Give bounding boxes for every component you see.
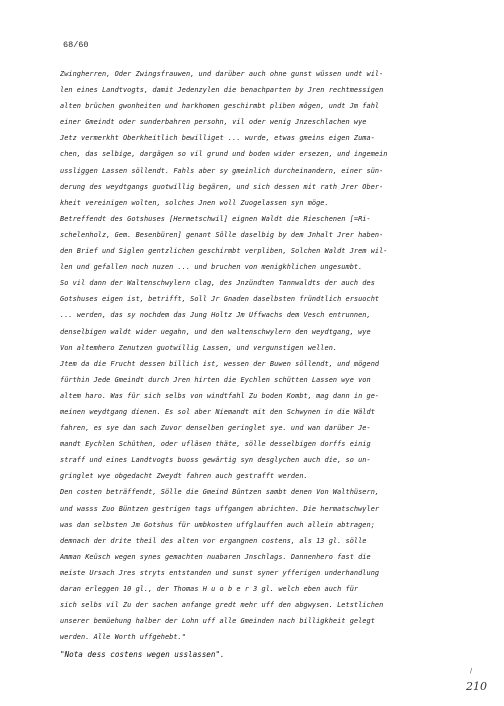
- text-line: demnach der drite theil des alten vor ergangnen costens, als 13 gl. sölle: [60, 536, 367, 545]
- text-line: werden. Alle Worth uffgehebt.": [60, 633, 186, 642]
- text-line: einer Gmeindt oder sunderbahren persohn, vil oder wenig Jnzeschlachen wye: [60, 118, 367, 127]
- text-line: len und gefallen noch nuzen ... und bruchen von menigkhlichen ungesumbt.: [60, 263, 363, 272]
- text-line: fahren, es sye dan sach Zuvor denselben geringlet sye. und wan darüber Je-: [60, 424, 371, 433]
- closing-note: "Nota dess costens wegen usslassen".: [60, 650, 225, 659]
- text-line: und wasss Zuo Büntzen gestrigen tags uffgangen abrichten. Die hermatschwyler: [60, 504, 380, 513]
- folio-number: 210: [466, 680, 487, 693]
- text-line: fürthin Jede Gmeindt durch Jren hirten die Eychlen schütten Lassen wye von: [60, 375, 371, 384]
- text-line: den Brief und Siglen gentzlichen geschirmbt verpliben, Solchen Waldt Jrem wil-: [60, 247, 388, 256]
- text-line: ussliggen Lassen söllendt. Fahls aber sy gmeinlich durcheinandern, einer sün-: [60, 166, 384, 175]
- text-line: alten brüchen gwonheiten und harkhomen geschirmbt pliben mögen, undt Jm fahl: [60, 102, 380, 111]
- text-line: meiste Ursach Jres stryts entstanden und sunst syner yfferigen underhandlung: [60, 568, 380, 577]
- page-number: 68/60: [63, 40, 89, 50]
- text-line: Betreffendt des Gotshuses [Hermetschwil] eignen Waldt die Rieschenen [=Ri-: [60, 214, 371, 223]
- text-line: Von altemhero Zenutzen guotwillig Lassen, und vergunstigen wellen.: [60, 343, 338, 352]
- text-line: Gotshuses eigen ist, betrifft, Soll Jr Gnaden daselbsten fründtlich ersuocht: [60, 295, 380, 304]
- text-line: sich selbs vil Zu der sachen anfange gredt mehr uff den abgwysen. Letstlichen: [60, 601, 384, 610]
- text-line: gringlet wye obgedacht Zweydt fahren auch gestrafft werden.: [60, 472, 308, 481]
- text-line: schelenholz, Gem. Besenbüren] genant Sölle daselbig by dem Jnhalt Jrer haben-: [60, 230, 384, 239]
- text-line: daran erleggen 10 gl., der Thomas H u o b e r 3 gl. welch eben auch für: [60, 585, 359, 593]
- text-line: Amman Keüsch wegen synes gemachten nuabaren Jnschlags. Dannenhero fast die: [60, 552, 371, 561]
- text-line: straff und eines Landtvogts buoss gewärtig syn desglychen auch die, so un-: [60, 456, 371, 465]
- text-line: So vil dann der Waltenschwylern clag, des Jnzündten Tannwaldts der auch des: [60, 279, 375, 288]
- folio-mark: /: [470, 668, 473, 675]
- text-line: Zwingherren, Oder Zwingsfrauwen, und darüber auch ohne gunst wüssen undt wil-: [60, 70, 384, 78]
- text-line: ... werden, das sy nochdem das Jung Holtz Jm Uffwachs dem Vesch entrunnen,: [60, 311, 371, 320]
- text-line: Jtem da die Frucht dessen billich ist, wessen der Buwen söllendt, und mögend: [60, 359, 380, 368]
- text-line: meinen weydtgang dienen. Es sol aber Niemandt mit den Schwynen in die Wäldt: [60, 407, 375, 416]
- text-line: len eines Landtvogts, damit Jedenzylen die benachparten by Jren rechtmessigen: [60, 86, 384, 95]
- text-line: chen, das selbige, dargägen so vil grund und boden wider ersezen, und ingemein: [60, 150, 388, 159]
- text-line: unserer bemüehung halber der Lohn uff alle Gmeinden nach billigkheit gelegt: [60, 617, 375, 626]
- text-line: kheit vereinigen wolten, solches Jnen woll Zuogelassen syn möge.: [60, 198, 329, 207]
- text-line: derung des weydtgangs guotwillig begären, und sich dessen mit rath Jrer Ober-: [60, 182, 384, 191]
- text-line: altem haro. Was für sich selbs von windtfahl Zu boden Kombt, mag dann in ge-: [60, 391, 380, 400]
- text-line: denselbigen waldt wider uegahn, und den waltenschwylern den weydtgang, wye: [60, 327, 371, 336]
- document-body: [60, 66, 480, 645]
- text-line: Jetz vermerkht Oberkheitlich bewilliget ... wurde, etwas gmeins eigen Zuma-: [60, 134, 375, 143]
- text-line: Den costen beträffendt, Sölle die Gmeind Büntzen sambt denen Von Walthüsern,: [60, 488, 380, 497]
- text-line: was dan selbsten Jm Gotshus für umbkosten uffglauffen auch allein abtragen;: [60, 520, 375, 529]
- text-line: mandt Eychlen Schüthen, oder ufläsen thäte, sölle desselbigen dorffs einig: [60, 440, 371, 449]
